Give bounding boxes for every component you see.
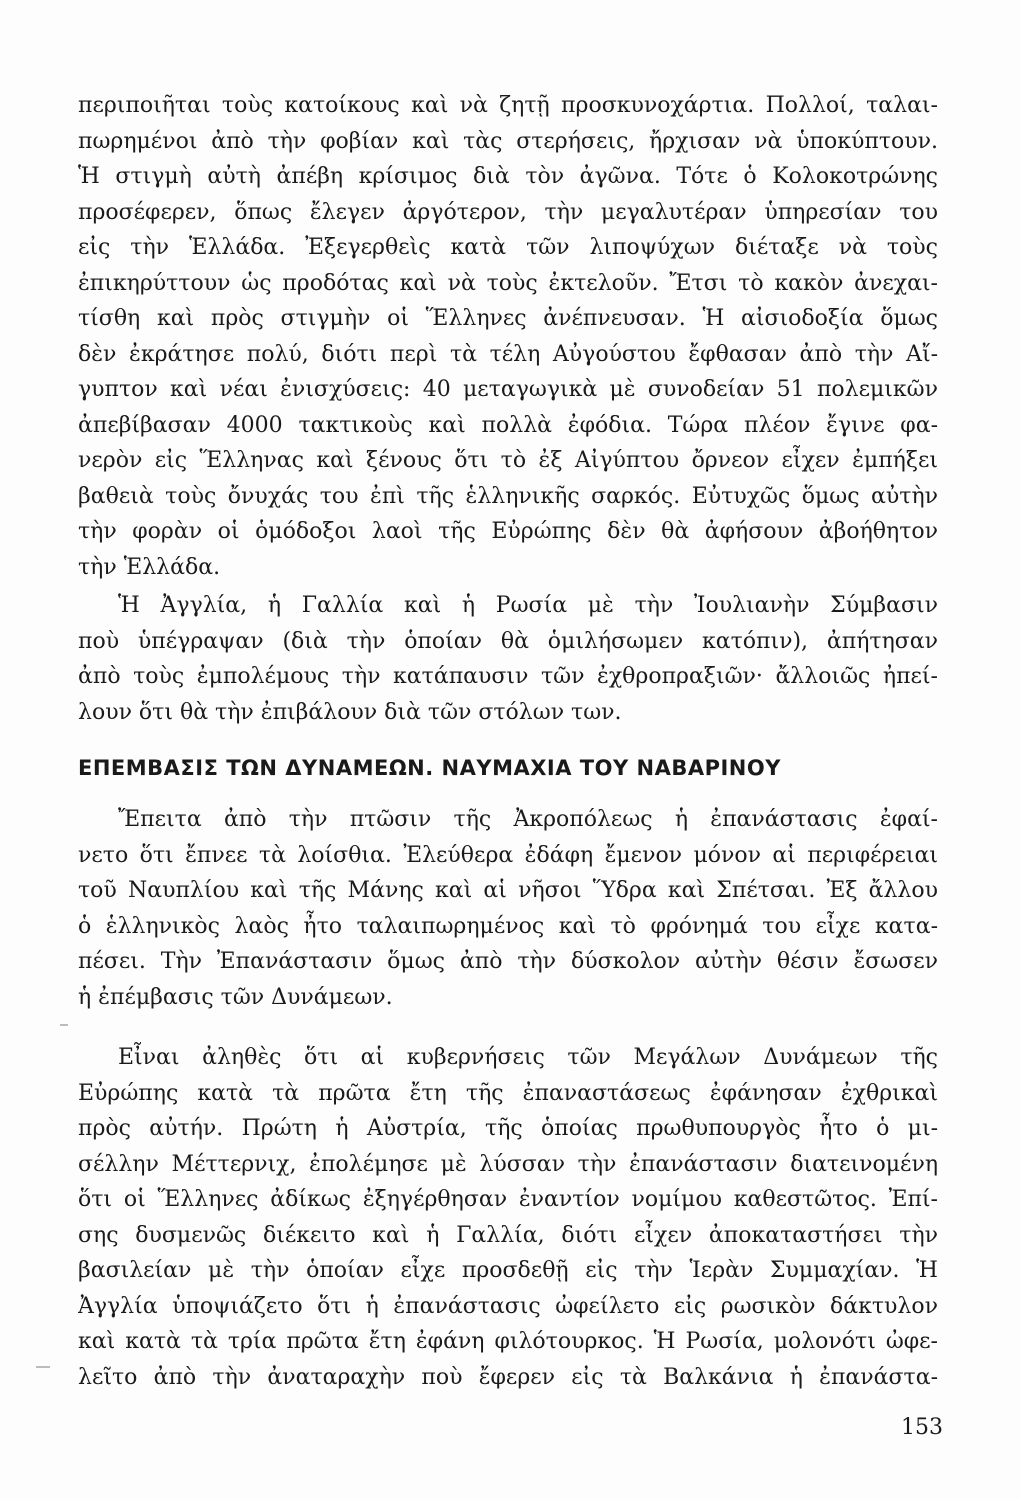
text-line: καὶ κατὰ τὰ τρία πρῶτα ἔτη ἐφάνη φιλότουρκος. Ἡ Ρωσία, μολονότι ὠφε- [78,1329,938,1354]
page-number: 153 [901,1415,943,1440]
text-line: νερὸν εἰς Ἕλληνας καὶ ξένους ὅτι τὸ ἐξ Αἰγύπτου ὄρνεον εἶχεν ἐμπήξει [78,448,938,473]
text-line: ἀπὸ τοὺς ἐμπολέμους τὴν κατάπαυσιν τῶν ἐχθροπραξιῶν· ἄλλοιῶς ἠπεί- [78,664,938,689]
text-line: νετο ὅτι ἔπνεε τὰ λοίσθια. Ἐλεύθερα ἐδάφη ἔμενον μόνον αἱ περιφέρειαι [78,842,938,868]
text-line: εἰς τὴν Ἑλλάδα. Ἐξεγερθεὶς κατὰ τῶν λιποψύχων διέταξε νὰ τοὺς [78,235,938,260]
text-line: Ἔπειτα ἀπὸ τὴν πτῶσιν τῆς Ἀκροπόλεως ἡ ἐπανάστασις ἐφαί- [118,807,938,832]
paragraph-3 [78,802,938,1015]
text-line: Εἶναι ἀληθὲς ὅτι αἱ κυβερνήσεις τῶν Μεγάλων Δυνάμεων τῆς [118,1045,938,1070]
margin-mark [60,1024,68,1026]
text-line: σης δυσμενῶς διέκειτο καὶ ἡ Γαλλία, διότι εἶχεν ἀποκαταστήσει τὴν [78,1222,938,1248]
text-line: δὲν ἐκράτησε πολύ, διότι περὶ τὰ τέλη Αὐγούστου ἔφθασαν ἀπὸ τὴν Αἴ- [78,341,938,367]
text-line: ὁ ἑλληνικὸς λαὸς ἦτο ταλαιπωρημένος καὶ τὸ φρόνημά του εἶχε κατα- [78,913,938,939]
text-line: λουν ὅτι θὰ τὴν ἐπιβάλουν διὰ τῶν στόλων των. [78,699,622,725]
text-line: τοῦ Ναυπλίου καὶ τῆς Μάνης καὶ αἱ νῆσοι Ὕδρα καὶ Σπέτσαι. Ἐξ ἄλλου [78,878,938,903]
text-line: Ἡ Ἀγγλία, ἡ Γαλλία καὶ ἡ Ρωσία μὲ τὴν Ἰουλιανὴν Σύμβασιν [118,593,938,618]
text-line: προσέφερεν, ὅπως ἔλεγεν ἀργότερον, τὴν μεγαλυτέραν ὑπηρεσίαν του [78,199,938,225]
margin-mark [36,1366,50,1368]
text-line: ἡ ἐπέμβασις τῶν Δυνάμεων. [78,984,393,1010]
text-line: τίσθη καὶ πρὸς στιγμὴν οἱ Ἕλληνες ἀνέπνευσαν. Ἡ αἰσιοδοξία ὅμως [78,306,938,331]
text-line: βασιλείαν μὲ τὴν ὁποίαν εἶχε προσδεθῇ εἰς τὴν Ἱερὰν Συμμαχίαν. Ἡ [78,1258,938,1283]
text-line: τὴν Ἑλλάδα. [78,554,221,580]
section-heading: ΕΠΕΜΒΑΣΙΣ ΤΩΝ ΔΥΝΑΜΕΩΝ. ΝΑΥΜΑΧΙΑ ΤΟΥ ΝΑΒΑΡΙΝΟΥ [78,756,781,780]
text-line: σέλλην Μέττερνιχ, ἐπολέμησε μὲ λύσσαν τὴν ἐπανάστασιν διατεινομένη [78,1151,938,1177]
text-line: Ἀγγλία ὑποψιάζετο ὅτι ἡ ἐπανάστασις ὠφείλετο εἰς ρωσικὸν δάκτυλον [78,1293,938,1319]
text-line: τὴν φορὰν οἱ ὁμόδοξοι λαοὶ τῆς Εὐρώπης δὲν θὰ ἀφήσουν ἀβοήθητον [78,519,938,544]
paragraph-2 [78,588,938,730]
text-line: περιποιῆται τοὺς κατοίκους καὶ νὰ ζητῇ προσκυνοχάρτια. Πολλοί, ταλαι- [78,93,938,118]
text-line: Εὐρώπης κατὰ τὰ πρῶτα ἔτη τῆς ἐπαναστάσεως ἐφάνησαν ἐχθρικαὶ [78,1080,938,1106]
text-line: Ἡ στιγμὴ αὐτὴ ἀπέβη κρίσιμος διὰ τὸν ἀγῶνα. Τότε ὁ Κολοκοτρώνης [78,164,938,189]
paragraph-1 [78,88,938,585]
text-line: ἀπεβίβασαν 4000 τακτικοὺς καὶ πολλὰ ἐφόδια. Τώρα πλέον ἔγινε φα- [78,412,938,438]
text-line: βαθειὰ τοὺς ὄνυχάς του ἐπὶ τῆς ἑλληνικῆς σαρκός. Εὐτυχῶς ὅμως αὐτὴν [78,483,938,509]
text-line: πρὸς αὐτήν. Πρώτη ἡ Αὐστρία, τῆς ὁποίας πρωθυπουργὸς ἦτο ὁ μι- [78,1116,938,1141]
text-line: γυπτον καὶ νέαι ἐνισχύσεις: 40 μεταγωγικὰ μὲ συνοδείαν 51 πολεμικῶν [78,377,938,402]
text-line: ὅτι οἱ Ἕλληνες ἀδίκως ἐξηγέρθησαν ἐναντίον νομίμου καθεστῶτος. Ἐπί- [78,1187,938,1212]
text-line: ἐπικηρύττουν ὡς προδότας καὶ νὰ τοὺς ἐκτελοῦν. Ἔτσι τὸ κακὸν ἀνεχαι- [78,270,938,296]
text-line: πέσει. Τὴν Ἐπανάστασιν ὅμως ἀπὸ τὴν δύσκολον αὐτὴν θέσιν ἔσωσεν [78,949,938,974]
paragraph-4 [78,1040,938,1395]
text-line: ποὺ ὑπέγραψαν (διὰ τὴν ὁποίαν θὰ ὁμιλήσωμεν κατόπιν), ἀπήτησαν [78,628,938,654]
text-line: πωρημένοι ἀπὸ τὴν φοβίαν καὶ τὰς στερήσεις, ἤρχισαν νὰ ὑποκύπτουν. [78,128,938,154]
text-line: λεῖτο ἀπὸ τὴν ἀναταραχὴν ποὺ ἔφερεν εἰς τὰ Βαλκάνια ἡ ἐπανάστα- [78,1364,938,1390]
